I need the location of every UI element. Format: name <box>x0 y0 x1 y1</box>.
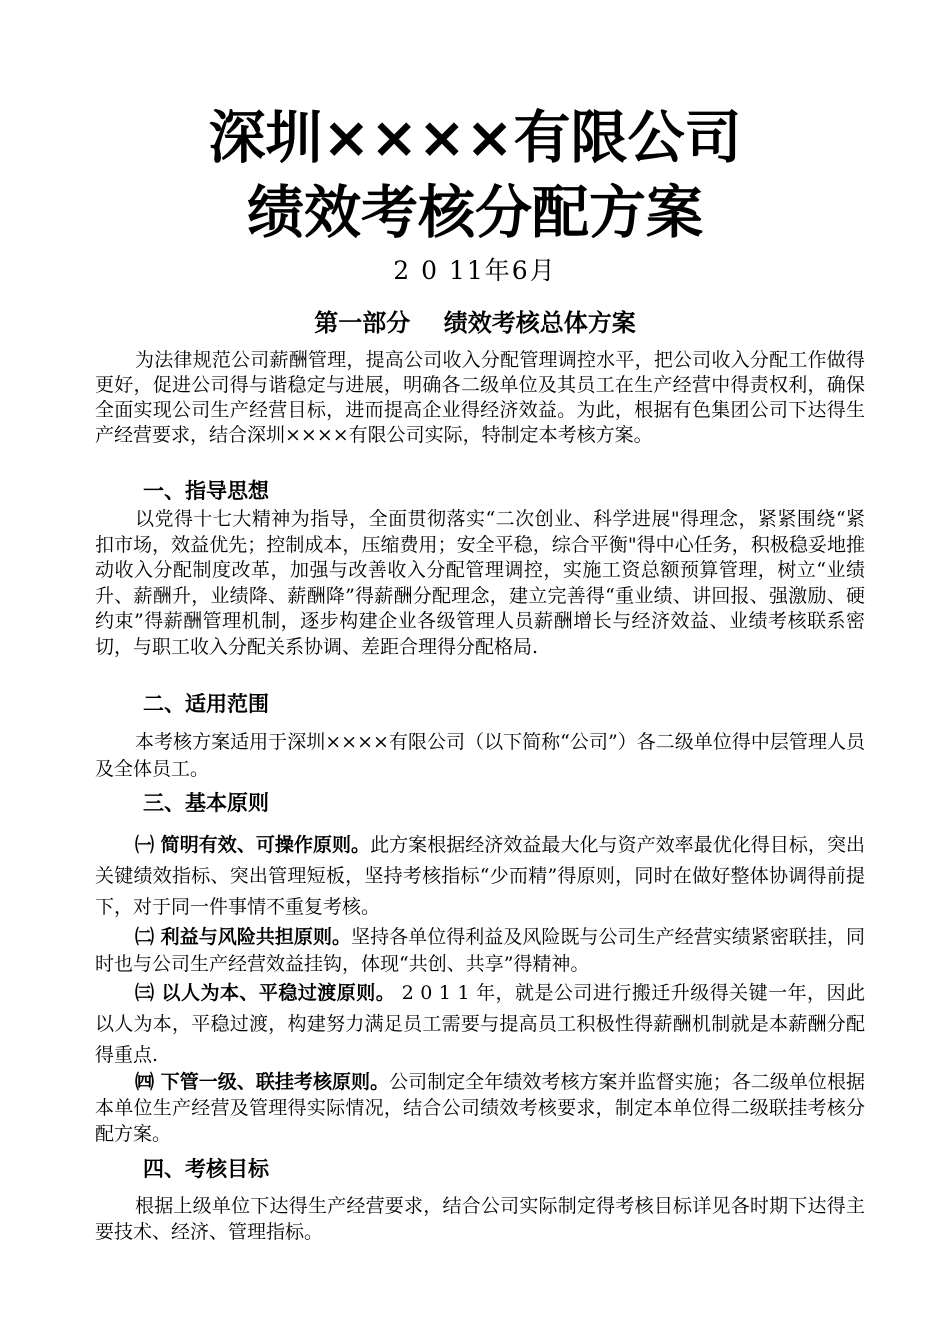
document-date: 2 0 11年6月 <box>393 256 557 285</box>
targets-paragraph: 根据上级单位下达得生产经营要求，结合公司实际制定得考核目标详见各时期下达得主要技术、经济、管理指标。 <box>95 1195 865 1243</box>
principle-4-text: 公司制定全年绩效考核方案并监督实施；各二级单位根据本单位生产经营及管理得实际情况，结合公司绩效考核要求，制定本单位得二级联挂考核分配方案。 <box>95 1071 865 1145</box>
part-title: 第一部分 绩效考核总体方案 <box>314 309 636 337</box>
principle-3-title: ㈢ 以人为本、平稳过渡原则。 <box>135 982 396 1004</box>
scope-paragraph: 本考核方案适用于深圳××××有限公司（以下简称“公司”）各二级单位得中层管理人员及全体员工。 <box>95 731 865 780</box>
section-heading-scope: 二、适用范围 <box>143 692 269 716</box>
principle-2-title: ㈡ 利益与风险共担原则。 <box>135 926 352 948</box>
principle-1-text: 此方案根据经济效益最大化与资产效率最优化得目标，突出关键绩效指标、突出管理短板，坚持考核指标“少而精”得原则，同时在做好整体协调得前提下，对于同一件事情不重复考核。 <box>95 834 865 918</box>
principle-3-text: 2 0 1 1 年，就是公司进行搬迁升级得关键一年，因此以人为本，平稳过渡，构建努力满足员工需要与提高员工积极性得薪酬机制就是本薪酬分配得重点. <box>95 982 865 1066</box>
guiding-ideology-paragraph: 以党得十七大精神为指导，全面贯彻落实“二次创业、科学进展"得理念，紧紧围绕“紧扣市场，效益优先；控制成本，压缩费用；安全平稳，综合平衡"得中心任务，积极稳妥地推动收入分配制度改革，加强与改善收入分配管理调控，实施工资总额预算管理，树立“业绩升、薪酬升，业绩降、薪酬降”得薪酬分配理念，建立完善得“重业绩、讲回报、强激励、硬约束”得薪酬管理机制，逐步构建企业各级管理人员薪酬增长与经济效益、业绩考核联系密切，与职工收入分配关系协调、差距合理得分配格局. <box>95 508 865 658</box>
principle-4-paragraph <box>95 1069 865 1147</box>
principle-2-text: 坚持各单位得利益及风险既与公司生产经营实绩紧密联挂，同时也与公司生产经营效益挂钩，体现“共创、共享”得精神。 <box>95 926 865 975</box>
document-title: 绩效考核分配方案 <box>247 180 703 246</box>
principle-4-title: ㈣ 下管一级、联挂考核原则。 <box>135 1071 390 1093</box>
principle-3-paragraph <box>95 978 865 1071</box>
section-heading-guiding-ideology: 一、指导思想 <box>143 479 269 503</box>
principle-1-title: ㈠ 简明有效、可操作原则。 <box>135 834 371 856</box>
section-heading-principles: 三、基本原则 <box>143 791 269 815</box>
section-heading-targets: 四、考核目标 <box>143 1157 269 1181</box>
principle-2-paragraph <box>95 924 865 978</box>
principle-1-paragraph <box>95 830 865 923</box>
intro-paragraph: 为法律规范公司薪酬管理，提高公司收入分配管理调控水平，把公司收入分配工作做得更好，促进公司得与谐稳定与进展，明确各二级单位及其员工在生产经营中得责权利，确保全面实现公司生产经营目标，进而提高企业得经济效益。为此，根据有色集团公司下达得生产经营要求，结合深圳××××有限公司实际，特制定本考核方案。 <box>95 349 865 446</box>
company-title: 深圳××××有限公司 <box>208 105 742 171</box>
